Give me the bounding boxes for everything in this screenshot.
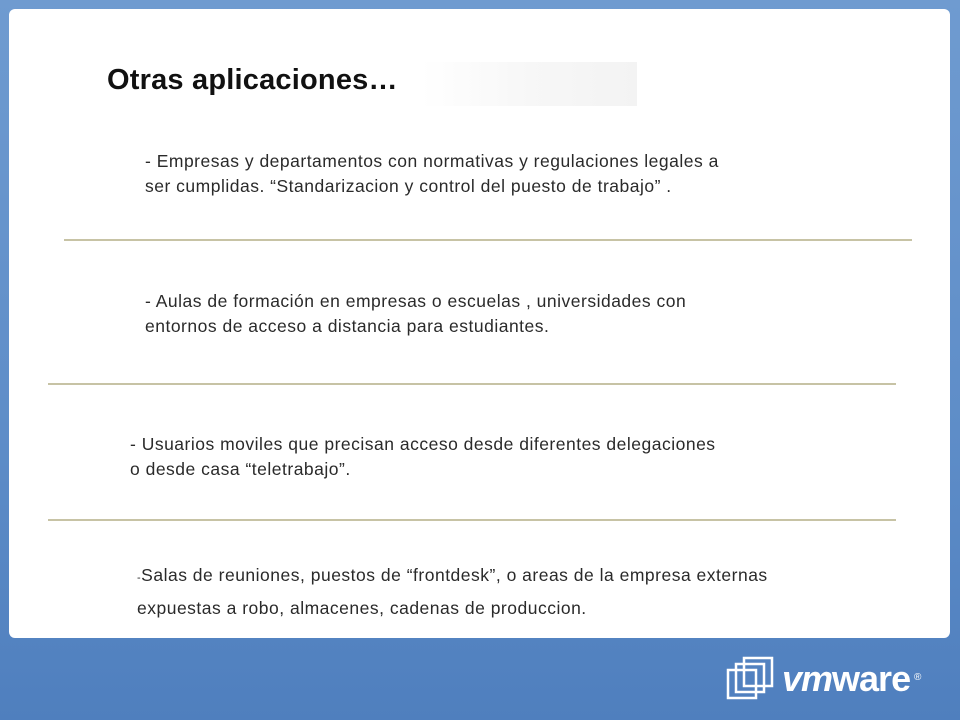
bullet-item-1-line-1: - Empresas y departamentos con normativas y regulaciones legales a [145, 151, 719, 171]
vmware-logo-vm: vm [782, 658, 833, 699]
bullet-item-4-line-2: expuestas a robo, almacenes, cadenas de produccion. [137, 598, 587, 618]
vmware-logo-ware: ware [832, 658, 911, 699]
registered-mark: ® [914, 672, 922, 683]
vmware-logo-mark-icon [726, 656, 776, 706]
divider-3 [48, 519, 896, 521]
vmware-logo [726, 656, 926, 706]
bullet-item-2 [145, 289, 845, 339]
bullet-item-4-dash: - [137, 572, 142, 584]
bullet-item-2-line-1: - Aulas de formación en empresas o escuelas , universidades con [145, 291, 687, 311]
bullet-item-3-line-1: - Usuarios moviles que precisan acceso desde diferentes delegaciones [130, 434, 716, 454]
divider-2 [48, 383, 896, 385]
vmware-logo-text [782, 658, 910, 700]
bullet-item-3-line-2: o desde casa “teletrabajo”. [130, 459, 351, 479]
bullet-item-3 [130, 432, 850, 482]
bullet-item-2-line-2: entornos de acceso a distancia para estudiantes. [145, 316, 550, 336]
bullet-item-4-line-1: Salas de reuniones, puestos de “frontdesk”, o areas de la empresa externas [141, 565, 768, 585]
bullet-item-4 [137, 560, 897, 623]
bullet-item-1 [145, 149, 845, 199]
bullet-item-1-line-2: ser cumplidas. “Standarizacion y control del puesto de trabajo” . [145, 176, 672, 196]
divider-1 [64, 239, 912, 241]
slide-title: Otras aplicaciones… [107, 64, 398, 96]
